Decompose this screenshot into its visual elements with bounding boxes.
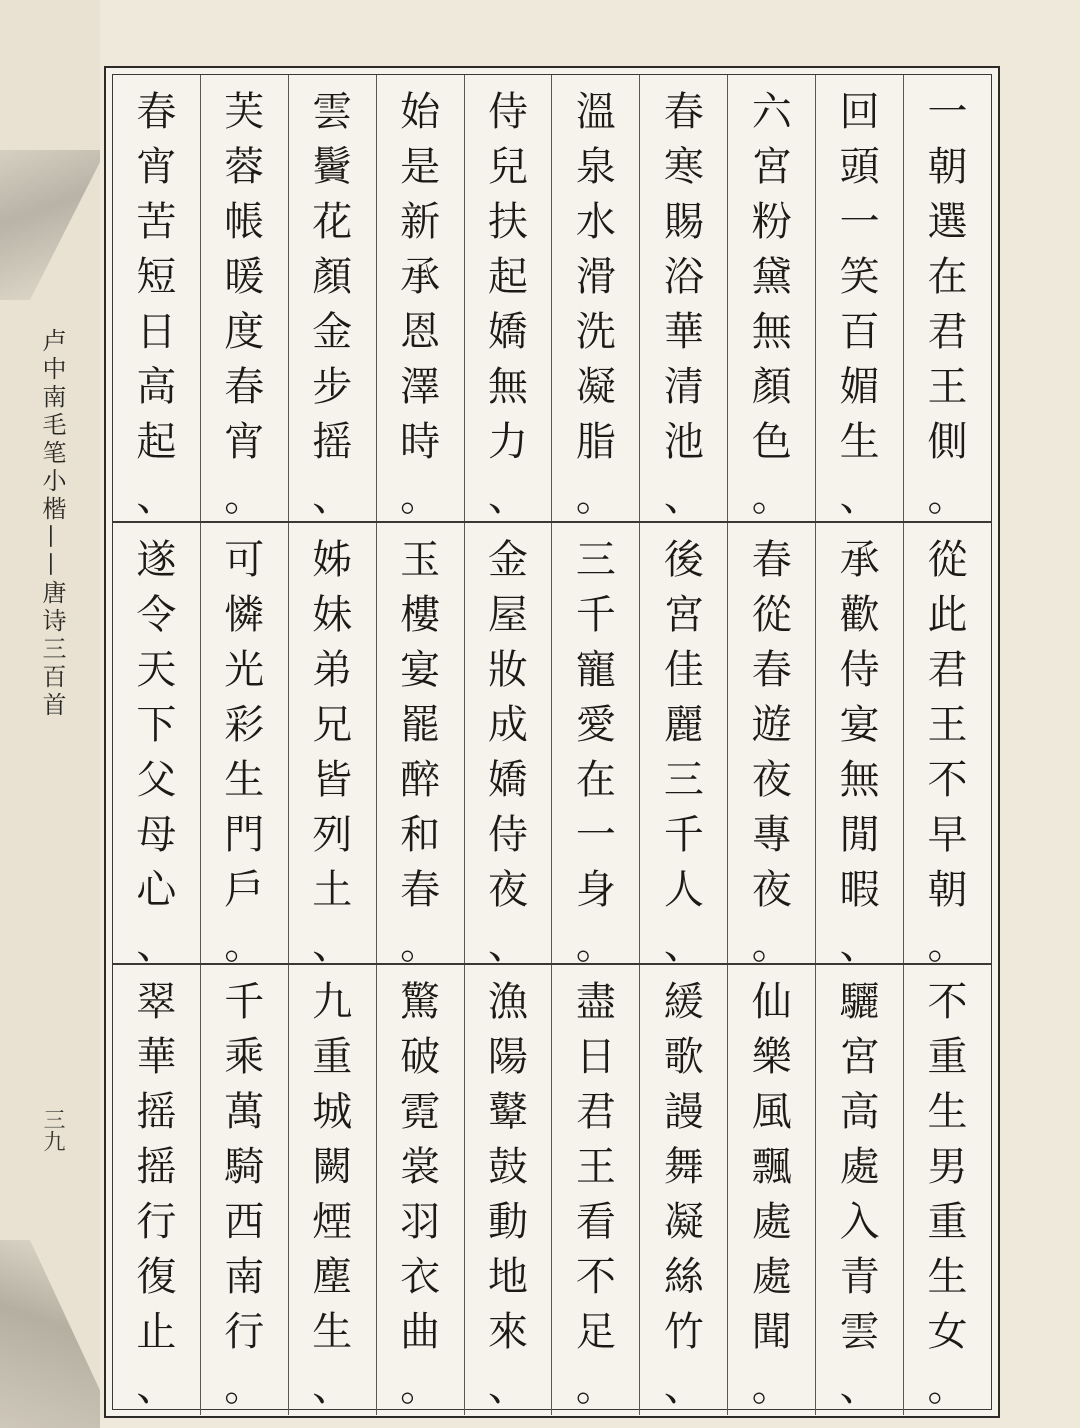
poem-character: 塵 — [312, 1254, 353, 1300]
poem-character: 父 — [136, 757, 177, 803]
poem-character: 春 — [663, 89, 704, 135]
poem-character: 驚 — [400, 979, 441, 1025]
poem-character: 、 — [488, 474, 529, 520]
poem-character: 蓉 — [224, 144, 265, 190]
poem-column — [815, 75, 903, 521]
poem-character: 。 — [927, 1364, 968, 1410]
poem-character: 憐 — [224, 592, 265, 638]
text-band-bottom — [113, 963, 991, 1415]
poem-character: 夜 — [488, 867, 529, 913]
poem-character: 復 — [136, 1254, 177, 1300]
poem-character: 君 — [575, 1089, 616, 1135]
poem-character: 黛 — [751, 254, 792, 300]
poem-character: 。 — [927, 474, 968, 520]
poem-column — [113, 965, 200, 1415]
poem-character: 行 — [136, 1199, 177, 1245]
poem-character: 金 — [488, 537, 529, 583]
poem-column — [903, 523, 991, 968]
poem-character: 回 — [839, 89, 880, 135]
poem-character: 成 — [488, 702, 529, 748]
poem-character: 不 — [927, 757, 968, 803]
poem-character: 罷 — [400, 702, 441, 748]
poem-character: 飄 — [751, 1144, 792, 1190]
poem-character: 高 — [136, 364, 177, 410]
poem-character: 六 — [751, 89, 792, 135]
poem-character: 、 — [488, 922, 529, 968]
poem-character: 選 — [927, 199, 968, 245]
poem-character: 可 — [224, 537, 265, 583]
poem-character: 早 — [927, 812, 968, 858]
poem-character: 舞 — [663, 1144, 704, 1190]
poem-character: 仙 — [751, 979, 792, 1025]
poem-column — [288, 75, 376, 521]
poem-character: 樓 — [400, 592, 441, 638]
poem-character: 。 — [575, 474, 616, 520]
text-band-top — [113, 75, 991, 521]
poem-character: 、 — [663, 474, 704, 520]
poem-character: 恩 — [400, 309, 441, 355]
poem-character: 生 — [839, 419, 880, 465]
poem-character: 、 — [663, 922, 704, 968]
poem-character: 闕 — [312, 1144, 353, 1190]
poem-character: 嬌 — [488, 309, 529, 355]
poem-character: 花 — [312, 199, 353, 245]
poem-column — [464, 523, 552, 968]
poem-character: 列 — [312, 812, 353, 858]
poem-character: 裳 — [400, 1144, 441, 1190]
poem-character: 洗 — [575, 309, 616, 355]
poem-column — [551, 75, 639, 521]
poem-character: 春 — [400, 867, 441, 913]
poem-character: 千 — [575, 592, 616, 638]
poem-character: 、 — [136, 1364, 177, 1410]
poem-character: 、 — [839, 474, 880, 520]
poem-character: 浴 — [663, 254, 704, 300]
poem-character: 鼓 — [488, 1144, 529, 1190]
poem-character: 夜 — [751, 757, 792, 803]
poem-character: 愛 — [575, 702, 616, 748]
poem-character: 澤 — [400, 364, 441, 410]
poem-character: 起 — [488, 254, 529, 300]
poem-character: 笑 — [839, 254, 880, 300]
poem-character: 王 — [575, 1144, 616, 1190]
poem-character: 度 — [224, 309, 265, 355]
poem-character: 、 — [839, 1364, 880, 1410]
poem-character: 緩 — [663, 979, 704, 1025]
poem-character: 閒 — [839, 812, 880, 858]
poem-character: 嬌 — [488, 757, 529, 803]
poem-character: 君 — [927, 309, 968, 355]
calligraphy-grid — [112, 74, 992, 1410]
poem-character: 心 — [136, 867, 177, 913]
poem-character: 曲 — [400, 1309, 441, 1355]
poem-character: 處 — [839, 1144, 880, 1190]
poem-character: 皆 — [312, 757, 353, 803]
poem-character: 謾 — [663, 1089, 704, 1135]
poem-character: 母 — [136, 812, 177, 858]
poem-character: 來 — [488, 1309, 529, 1355]
poem-character: 生 — [927, 1089, 968, 1135]
poem-character: 帳 — [224, 199, 265, 245]
poem-character: 歌 — [663, 1034, 704, 1080]
poem-character: 王 — [927, 364, 968, 410]
poem-character: 摇 — [136, 1089, 177, 1135]
poem-character: 弟 — [312, 647, 353, 693]
poem-character: 麗 — [663, 702, 704, 748]
poem-character: 戶 — [224, 867, 265, 913]
poem-character: 漁 — [488, 979, 529, 1025]
poem-character: 宵 — [224, 419, 265, 465]
poem-character: 起 — [136, 419, 177, 465]
poem-character: 華 — [663, 309, 704, 355]
poem-character: 生 — [927, 1254, 968, 1300]
poem-character: 媚 — [839, 364, 880, 410]
poem-character: 苦 — [136, 199, 177, 245]
poem-character: 扶 — [488, 199, 529, 245]
poem-character: 、 — [312, 922, 353, 968]
poem-character: 三 — [663, 757, 704, 803]
poem-character: 鼙 — [488, 1089, 529, 1135]
poem-character: 重 — [927, 1199, 968, 1245]
poem-character: 乘 — [224, 1034, 265, 1080]
poem-character: 清 — [663, 364, 704, 410]
poem-character: 雲 — [312, 89, 353, 135]
poem-character: 入 — [839, 1199, 880, 1245]
poem-character: 、 — [312, 1364, 353, 1410]
poem-character: 朝 — [927, 144, 968, 190]
poem-character: 侍 — [488, 812, 529, 858]
poem-character: 摇 — [136, 1144, 177, 1190]
poem-character: 生 — [312, 1309, 353, 1355]
poem-character: 從 — [927, 537, 968, 583]
poem-character: 承 — [400, 254, 441, 300]
poem-character: 在 — [575, 757, 616, 803]
poem-character: 、 — [312, 474, 353, 520]
poem-character: 百 — [839, 309, 880, 355]
calligraphy-frame — [104, 66, 1000, 1418]
poem-character: 姊 — [312, 537, 353, 583]
poem-character: 兄 — [312, 702, 353, 748]
poem-column — [200, 523, 288, 968]
poem-character: 。 — [224, 922, 265, 968]
poem-character: 專 — [751, 812, 792, 858]
poem-character: 歡 — [839, 592, 880, 638]
poem-character: 樂 — [751, 1034, 792, 1080]
poem-column — [113, 523, 200, 968]
poem-character: 。 — [751, 922, 792, 968]
poem-character: 佳 — [663, 647, 704, 693]
poem-character: 生 — [224, 757, 265, 803]
poem-character: 時 — [400, 419, 441, 465]
poem-character: 夜 — [751, 867, 792, 913]
poem-character: 溫 — [575, 89, 616, 135]
poem-character: 宴 — [839, 702, 880, 748]
poem-column — [727, 965, 815, 1415]
poem-character: 遂 — [136, 537, 177, 583]
poem-column — [376, 965, 464, 1415]
poem-character: 。 — [400, 922, 441, 968]
poem-character: 、 — [663, 1364, 704, 1410]
poem-character: 男 — [927, 1144, 968, 1190]
poem-character: 不 — [575, 1254, 616, 1300]
poem-character: 遊 — [751, 702, 792, 748]
poem-character: 陽 — [488, 1034, 529, 1080]
poem-character: 日 — [136, 309, 177, 355]
poem-character: 色 — [751, 419, 792, 465]
poem-column — [639, 965, 727, 1415]
poem-character: 賜 — [663, 199, 704, 245]
poem-character: 鬢 — [312, 144, 353, 190]
poem-character: 一 — [575, 812, 616, 858]
poem-character: 、 — [136, 474, 177, 520]
poem-character: 顏 — [312, 254, 353, 300]
poem-column — [288, 523, 376, 968]
poem-character: 妝 — [488, 647, 529, 693]
poem-character: 宵 — [136, 144, 177, 190]
poem-character: 此 — [927, 592, 968, 638]
poem-character: 高 — [839, 1089, 880, 1135]
poem-character: 城 — [312, 1089, 353, 1135]
poem-character: 宮 — [663, 592, 704, 638]
poem-character: 不 — [927, 979, 968, 1025]
poem-character: 萬 — [224, 1089, 265, 1135]
poem-character: 春 — [751, 647, 792, 693]
poem-character: 從 — [751, 592, 792, 638]
poem-character: 脂 — [575, 419, 616, 465]
poem-character: 君 — [927, 647, 968, 693]
poem-column — [815, 523, 903, 968]
poem-character: 側 — [927, 419, 968, 465]
poem-character: 雲 — [839, 1309, 880, 1355]
poem-character: 和 — [400, 812, 441, 858]
poem-character: 凝 — [575, 364, 616, 410]
poem-character: 盡 — [575, 979, 616, 1025]
poem-column — [815, 965, 903, 1415]
poem-character: 王 — [927, 702, 968, 748]
poem-character: 。 — [751, 1364, 792, 1410]
poem-character: 芙 — [224, 89, 265, 135]
poem-character: 聞 — [751, 1309, 792, 1355]
poem-character: 新 — [400, 199, 441, 245]
poem-character: 騎 — [224, 1144, 265, 1190]
poem-character: 煙 — [312, 1199, 353, 1245]
poem-character: 重 — [927, 1034, 968, 1080]
poem-column — [376, 523, 464, 968]
poem-character: 。 — [400, 1364, 441, 1410]
poem-character: 千 — [663, 812, 704, 858]
poem-character: 千 — [224, 979, 265, 1025]
poem-character: 始 — [400, 89, 441, 135]
poem-character: 。 — [751, 474, 792, 520]
poem-character: 滑 — [575, 254, 616, 300]
poem-character: 土 — [312, 867, 353, 913]
poem-character: 短 — [136, 254, 177, 300]
poem-character: 宮 — [839, 1034, 880, 1080]
poem-character: 青 — [839, 1254, 880, 1300]
poem-character: 醉 — [400, 757, 441, 803]
poem-column — [639, 523, 727, 968]
poem-character: 無 — [839, 757, 880, 803]
poem-character: 承 — [839, 537, 880, 583]
poem-character: 西 — [224, 1199, 265, 1245]
poem-character: 羽 — [400, 1199, 441, 1245]
poem-character: 在 — [927, 254, 968, 300]
poem-character: 朝 — [927, 867, 968, 913]
poem-character: 竹 — [663, 1309, 704, 1355]
poem-character: 日 — [575, 1034, 616, 1080]
poem-character: 春 — [751, 537, 792, 583]
poem-character: 是 — [400, 144, 441, 190]
poem-character: 驪 — [839, 979, 880, 1025]
poem-character: 。 — [575, 1364, 616, 1410]
poem-character: 春 — [136, 89, 177, 135]
poem-column — [200, 965, 288, 1415]
poem-character: 玉 — [400, 537, 441, 583]
poem-character: 處 — [751, 1199, 792, 1245]
poem-character: 動 — [488, 1199, 529, 1245]
poem-column — [903, 75, 991, 521]
poem-column — [464, 965, 552, 1415]
poem-character: 一 — [839, 199, 880, 245]
poem-character: 粉 — [751, 199, 792, 245]
poem-character: 衣 — [400, 1254, 441, 1300]
poem-character: 九 — [312, 979, 353, 1025]
poem-character: 顏 — [751, 364, 792, 410]
poem-character: 。 — [224, 474, 265, 520]
poem-character: 泉 — [575, 144, 616, 190]
poem-character: 、 — [136, 922, 177, 968]
poem-character: 女 — [927, 1309, 968, 1355]
poem-column — [376, 75, 464, 521]
poem-character: 風 — [751, 1089, 792, 1135]
poem-character: 絲 — [663, 1254, 704, 1300]
poem-character: 宮 — [751, 144, 792, 190]
poem-character: 重 — [312, 1034, 353, 1080]
poem-column — [727, 523, 815, 968]
poem-column — [288, 965, 376, 1415]
poem-character: 翠 — [136, 979, 177, 1025]
poem-character: 暖 — [224, 254, 265, 300]
poem-column — [551, 965, 639, 1415]
poem-character: 止 — [136, 1309, 177, 1355]
poem-column — [113, 75, 200, 521]
poem-character: 華 — [136, 1034, 177, 1080]
poem-column — [464, 75, 552, 521]
poem-character: 金 — [312, 309, 353, 355]
poem-column — [727, 75, 815, 521]
poem-character: 後 — [663, 537, 704, 583]
poem-character: 春 — [224, 364, 265, 410]
poem-character: 力 — [488, 419, 529, 465]
poem-character: 霓 — [400, 1089, 441, 1135]
poem-column — [551, 523, 639, 968]
poem-character: 天 — [136, 647, 177, 693]
poem-character: 足 — [575, 1309, 616, 1355]
poem-character: 地 — [488, 1254, 529, 1300]
poem-character: 、 — [839, 922, 880, 968]
poem-character: 兒 — [488, 144, 529, 190]
poem-character: 看 — [575, 1199, 616, 1245]
poem-character: 宴 — [400, 647, 441, 693]
poem-character: 侍 — [488, 89, 529, 135]
poem-character: 頭 — [839, 144, 880, 190]
poem-character: 身 — [575, 867, 616, 913]
poem-character: 。 — [400, 474, 441, 520]
poem-character: 破 — [400, 1034, 441, 1080]
poem-character: 、 — [488, 1364, 529, 1410]
poem-character: 無 — [751, 309, 792, 355]
text-band-middle — [113, 521, 991, 968]
poem-character: 妹 — [312, 592, 353, 638]
poem-character: 步 — [312, 364, 353, 410]
poem-character: 行 — [224, 1309, 265, 1355]
poem-character: 水 — [575, 199, 616, 245]
poem-character: 。 — [575, 922, 616, 968]
poem-column — [903, 965, 991, 1415]
poem-character: 屋 — [488, 592, 529, 638]
poem-character: 下 — [136, 702, 177, 748]
poem-character: 。 — [224, 1364, 265, 1410]
poem-column — [200, 75, 288, 521]
poem-character: 彩 — [224, 702, 265, 748]
poem-character: 令 — [136, 592, 177, 638]
poem-character: 。 — [927, 922, 968, 968]
running-head: 卢中南毛笔小楷——唐诗三百首 — [38, 328, 66, 720]
poem-character: 門 — [224, 812, 265, 858]
poem-character: 光 — [224, 647, 265, 693]
poem-character: 南 — [224, 1254, 265, 1300]
poem-character: 池 — [663, 419, 704, 465]
poem-character: 摇 — [312, 419, 353, 465]
page-number: 三九 — [40, 1108, 65, 1152]
poem-character: 人 — [663, 867, 704, 913]
poem-character: 一 — [927, 89, 968, 135]
poem-character: 處 — [751, 1254, 792, 1300]
poem-column — [639, 75, 727, 521]
poem-character: 侍 — [839, 647, 880, 693]
poem-character: 暇 — [839, 867, 880, 913]
poem-character: 寵 — [575, 647, 616, 693]
poem-character: 三 — [575, 537, 616, 583]
poem-character: 寒 — [663, 144, 704, 190]
poem-character: 無 — [488, 364, 529, 410]
poem-character: 凝 — [663, 1199, 704, 1245]
